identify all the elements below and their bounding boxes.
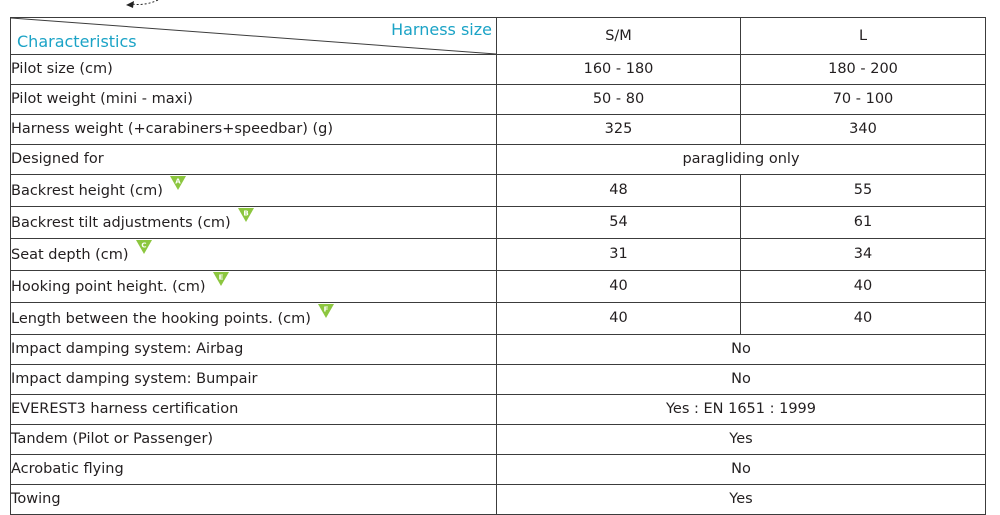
row-value-sm: 40 [497, 271, 741, 303]
table-row [11, 365, 986, 395]
marker-letter: A [175, 177, 181, 186]
green-triangle-letter-icon [135, 239, 153, 255]
row-label-cell [11, 485, 497, 515]
row-label: Pilot weight (mini - maxi) [11, 91, 193, 107]
table-row [11, 207, 986, 239]
row-label: Impact damping system: Airbag [11, 341, 244, 357]
row-value-sm: 31 [497, 239, 741, 271]
table-row [11, 395, 986, 425]
table-row [11, 271, 986, 303]
size-l-header: L [741, 18, 986, 55]
row-label-cell [11, 207, 497, 239]
row-label-cell [11, 55, 497, 85]
header-corner-cell [11, 18, 497, 55]
characteristics-label: Characteristics [17, 32, 137, 51]
row-label: Impact damping system: Bumpair [11, 371, 258, 387]
row-value-l: 340 [741, 115, 986, 145]
harness-spec-table [10, 17, 986, 515]
row-label-cell [11, 175, 497, 207]
row-value-l: 61 [741, 207, 986, 239]
table-row [11, 145, 986, 175]
green-triangle-letter-icon [212, 271, 230, 287]
row-label-cell [11, 365, 497, 395]
row-value-both-sizes: Yes [497, 425, 986, 455]
table-row [11, 335, 986, 365]
row-label-cell [11, 395, 497, 425]
row-value-both-sizes: Yes [497, 485, 986, 515]
table-row [11, 303, 986, 335]
table-row [11, 85, 986, 115]
table-row [11, 485, 986, 515]
row-label: Towing [11, 491, 61, 507]
row-label-cell [11, 115, 497, 145]
row-value-both-sizes: No [497, 335, 986, 365]
marker-letter: F [323, 305, 329, 314]
green-triangle-letter-icon [169, 175, 187, 191]
row-value-both-sizes: Yes : EN 1651 : 1999 [497, 395, 986, 425]
row-value-sm: 54 [497, 207, 741, 239]
row-label-cell [11, 303, 497, 335]
table-row [11, 455, 986, 485]
row-value-both-sizes: No [497, 455, 986, 485]
table-row [11, 55, 986, 85]
row-value-both-sizes: No [497, 365, 986, 395]
table-row [11, 175, 986, 207]
table-row [11, 425, 986, 455]
row-label-cell [11, 425, 497, 455]
row-label-cell [11, 85, 497, 115]
table-row [11, 239, 986, 271]
row-value-sm: 48 [497, 175, 741, 207]
row-label-cell [11, 335, 497, 365]
row-value-both-sizes: paragliding only [497, 145, 986, 175]
row-value-l: 180 - 200 [741, 55, 986, 85]
marker-letter: E [218, 273, 223, 282]
row-label: Designed for [11, 151, 104, 167]
row-value-l: 40 [741, 271, 986, 303]
row-value-l: 34 [741, 239, 986, 271]
row-value-sm: 325 [497, 115, 741, 145]
marker-letter: B [243, 209, 249, 218]
table-header-row [11, 18, 986, 55]
row-label-cell [11, 271, 497, 303]
row-value-sm: 40 [497, 303, 741, 335]
row-label: Backrest height (cm) [11, 183, 163, 199]
row-label: Seat depth (cm) [11, 247, 129, 263]
row-label-cell [11, 455, 497, 485]
row-label: Acrobatic flying [11, 461, 124, 477]
dashed-arrow-icon [120, 0, 160, 10]
row-value-l: 70 - 100 [741, 85, 986, 115]
row-label: Length between the hooking points. (cm) [11, 311, 311, 327]
row-value-l: 55 [741, 175, 986, 207]
row-label: EVEREST3 harness certification [11, 401, 239, 417]
green-triangle-letter-icon [317, 303, 335, 319]
row-value-l: 40 [741, 303, 986, 335]
row-label: Hooking point height. (cm) [11, 279, 206, 295]
row-label-cell [11, 239, 497, 271]
row-label: Pilot size (cm) [11, 61, 113, 77]
row-label: Tandem (Pilot or Passenger) [11, 431, 214, 447]
row-label: Backrest tilt adjustments (cm) [11, 215, 231, 231]
row-label-cell [11, 145, 497, 175]
row-value-sm: 50 - 80 [497, 85, 741, 115]
table-row [11, 115, 986, 145]
harness-size-label: Harness size [391, 20, 492, 39]
green-triangle-letter-icon [237, 207, 255, 223]
row-value-sm: 160 - 180 [497, 55, 741, 85]
marker-letter: C [140, 241, 147, 250]
size-sm-header: S/M [497, 18, 741, 55]
row-label: Harness weight (+carabiners+speedbar) (g) [11, 121, 333, 137]
